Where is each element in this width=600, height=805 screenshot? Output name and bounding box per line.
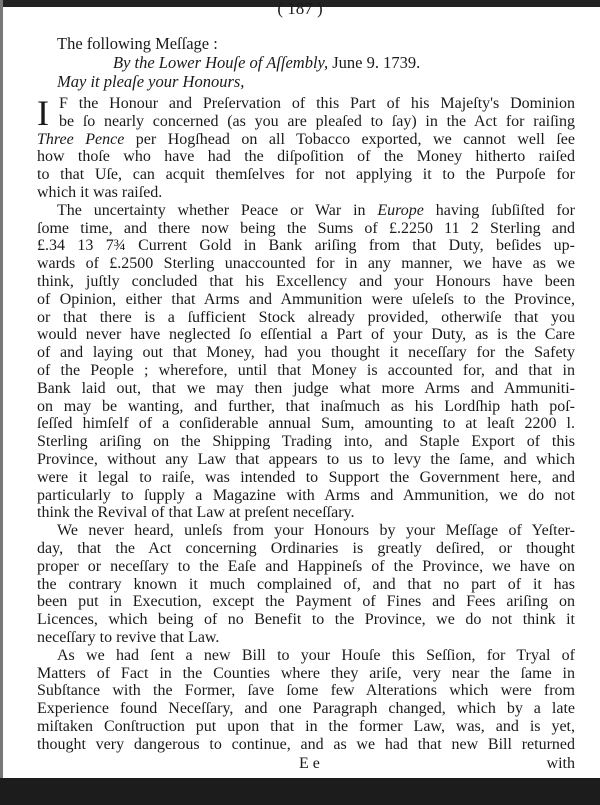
text-segment: been put in Execution, except the Payment of Fines and Fees ariſing on bbox=[37, 593, 575, 611]
text-line bbox=[37, 469, 575, 487]
text-line bbox=[37, 647, 575, 665]
text-line bbox=[37, 255, 575, 273]
text-line bbox=[37, 718, 575, 736]
page-number: ( 187 ) bbox=[277, 0, 323, 18]
heading: The following Meſſage : bbox=[57, 34, 218, 53]
text-segment: to that Uſe, can acquit themſelves for not applying it to the Purpoſe for bbox=[37, 166, 575, 184]
text-line bbox=[37, 736, 575, 754]
text-line bbox=[37, 362, 575, 380]
text-line bbox=[37, 273, 575, 291]
text-line bbox=[37, 629, 575, 647]
text-line bbox=[37, 326, 575, 344]
text-segment: Bank laid out, that we may then judge what more Arms and Ammuniti- bbox=[37, 379, 575, 397]
text-line bbox=[37, 611, 575, 629]
text-line bbox=[37, 131, 575, 149]
text-segment: neceſſary to revive that Law. bbox=[37, 628, 220, 646]
catchword: with bbox=[546, 755, 575, 772]
text-segment: how thoſe who have had the diſpoſition of the Money hitherto raiſed bbox=[37, 148, 575, 166]
text-line bbox=[37, 184, 575, 202]
text-segment: Experience found Neceſſary, and one Paragraph changed, which by a late bbox=[37, 700, 575, 718]
text-line bbox=[37, 95, 575, 113]
text-segment: Sterling ariſing on the Shipping Trading into, and Staple Export of this bbox=[37, 433, 575, 451]
text-segment: per Hogſhead on all Tobacco exported, we cannot well ſee bbox=[124, 130, 575, 148]
text-segment: Subſtance with the Former, ſave ſome few Alterations which were from bbox=[37, 682, 575, 700]
scan-left-edge bbox=[0, 0, 3, 805]
text-line bbox=[37, 682, 575, 700]
text-segment: the contrary known it much complained of, and that no part of it has bbox=[37, 575, 575, 593]
text-segment: would never have neglected ſo eſſential a Part of your Duty, as is the Care bbox=[37, 326, 575, 344]
text-line bbox=[37, 558, 575, 576]
text-segment: Licences, which being of no Benefit to the Province, we do not think it bbox=[37, 611, 575, 629]
text-segment: miſtaken Conſtruction put upon that in the former Law, was, and is yet, bbox=[37, 717, 575, 735]
text-segment: We never heard, unleſs from your Honours by your Meſſage of Yeſter- bbox=[57, 522, 575, 540]
text-line bbox=[37, 576, 575, 594]
text-segment: think the Revival of that Law at preſent neceſſary. bbox=[37, 504, 355, 522]
text-line bbox=[37, 113, 575, 131]
text-line bbox=[37, 398, 575, 416]
text-segment: Matters of Fact in the Counties where they ariſe, very near the ſame in bbox=[37, 664, 575, 682]
text-line bbox=[37, 700, 575, 718]
text-line bbox=[37, 433, 575, 451]
text-segment: ſome time, and there now being the Sums of £.2250 11 2 Sterling and bbox=[37, 219, 575, 237]
text-line bbox=[37, 166, 575, 184]
text-segment: wards of £.2500 Sterling unaccounted for in any manner, we have as we bbox=[37, 255, 575, 273]
byline-source: By the Lower Houſe of Aſſembly, bbox=[113, 53, 329, 72]
text-line bbox=[37, 487, 575, 505]
text-segment: having ſubſiſted for bbox=[423, 201, 575, 219]
text-segment: which it was raiſed. bbox=[37, 183, 163, 201]
signature-mark: E e bbox=[299, 755, 320, 772]
text-segment: think, juſtly concluded that his Excellency and your Honours have been bbox=[37, 272, 575, 290]
text-line bbox=[37, 451, 575, 469]
text-line bbox=[37, 148, 575, 166]
text-segment: Province, without any Law that appears to us to levy the ſame, and which bbox=[37, 450, 575, 468]
text-segment: particularly to ſupply a Magazine with Arms and Ammunition, we do not bbox=[37, 486, 575, 504]
byline bbox=[113, 53, 420, 73]
text-segment: on may be wanting, and further, that inaſmuch as his Lordſhip hath poſ- bbox=[37, 397, 575, 415]
text-line bbox=[37, 202, 575, 220]
scan-bottom-edge bbox=[0, 778, 600, 805]
text-line bbox=[37, 309, 575, 327]
page-footer bbox=[37, 755, 575, 773]
text-line bbox=[37, 665, 575, 683]
text-line bbox=[37, 593, 575, 611]
text-segment: The uncertainty whether Peace or War in bbox=[57, 201, 378, 219]
body-text bbox=[37, 95, 575, 753]
text-line bbox=[37, 380, 575, 398]
text-segment: thought very dangerous to continue, and as we had that new Bill returned bbox=[37, 735, 575, 753]
italic-text: Europe bbox=[377, 201, 424, 219]
text-segment: £.34 13 7¾ Current Gold in Bank ariſing from that Duty, beſides up- bbox=[37, 237, 575, 255]
text-segment: or that there is a ſufficient Stock already provided, otherwiſe that you bbox=[37, 308, 575, 326]
drop-cap: I bbox=[37, 93, 49, 133]
italic-text: Three Pence bbox=[37, 130, 125, 148]
text-segment: of the People ; wherefore, until that Money is accounted for, and that in bbox=[37, 361, 575, 379]
text-segment: ſeſſed himſelf of a conſiderable annual Sum, amounting to at leaſt 2200 l. bbox=[37, 415, 575, 433]
text-segment: day, that the Act concerning Ordinaries is greatly deſired, or thought bbox=[37, 539, 575, 557]
text-segment: of and laying out that Money, had you thought it neceſſary for the Safety bbox=[37, 344, 575, 362]
text-line bbox=[37, 540, 575, 558]
text-segment: F the Honour and Preſervation of this Part of his Majeſty's Dominion bbox=[59, 95, 575, 112]
text-line bbox=[37, 504, 575, 522]
text-segment: be ſo nearly concerned (as you are pleaſed to ſay) in the Act for raiſing bbox=[59, 112, 575, 130]
text-segment: proper or neceſſary to the Eaſe and Happineſs of the Province, we have on bbox=[37, 557, 575, 575]
text-line bbox=[37, 522, 575, 540]
text-segment: As we had ſent a new Bill to your Houſe this Seſſion, for Tryal of bbox=[57, 646, 575, 664]
text-line bbox=[37, 291, 575, 309]
text-line bbox=[37, 415, 575, 433]
text-segment: were it legal to raiſe, was intended to Support the Government here, and bbox=[37, 468, 575, 486]
text-line bbox=[37, 220, 575, 238]
byline-date: June 9. 1739. bbox=[328, 53, 421, 72]
text-line bbox=[37, 344, 575, 362]
text-segment: of Opinion, either that Arms and Ammunition were uſeleſs to the Province, bbox=[37, 290, 575, 308]
text-line bbox=[37, 237, 575, 255]
salutation: May it pleaſe your Honours, bbox=[57, 72, 245, 91]
